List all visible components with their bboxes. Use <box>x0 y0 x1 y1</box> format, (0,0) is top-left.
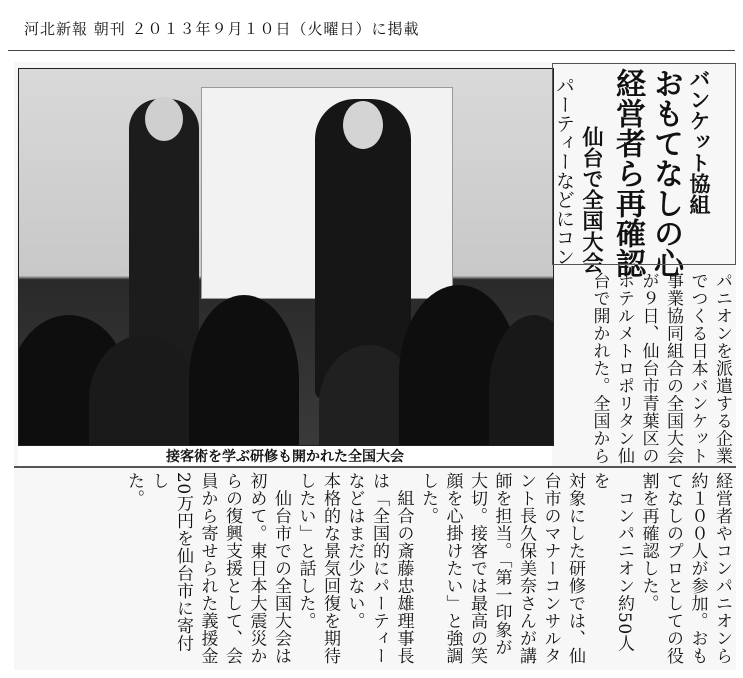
headline-sub1: 仙台で全国大会 <box>580 126 604 273</box>
text-line: 台で開かれた。全国から <box>589 272 610 465</box>
text-line: 割を再確認した。 <box>638 472 659 612</box>
text-line: は「全国的にパーティー <box>369 472 389 665</box>
text-line: 経営者やコンパニオンら <box>712 472 732 665</box>
header-divider <box>8 50 735 51</box>
text-line: 台市のマナーコンサルタ <box>540 472 561 665</box>
text-line: したい」と話した。 <box>295 472 316 630</box>
section-divider <box>14 466 736 468</box>
text-line: 顔を心掛けたい」と強調 <box>442 472 463 665</box>
text-line: などはまだ少ない。 <box>344 472 365 630</box>
text-line: てなしのプロとしての役 <box>663 472 683 665</box>
text-line: 事業協同組合の全国大会 <box>663 272 683 465</box>
text-line: ント長久保美奈さんが講 <box>516 472 536 665</box>
text-line: ホテルメトロポリタン仙 <box>614 272 634 465</box>
article-photo <box>18 68 554 446</box>
text-line: 対象にした研修では、仙 <box>565 472 585 665</box>
audience-silhouette <box>189 295 299 446</box>
headline-line2: おもてなしの心 <box>648 68 683 278</box>
text-line: コンパニオン約50人を <box>589 472 634 653</box>
headline-line1: バンケット協組 <box>687 68 711 215</box>
text-line: 仙台市での全国大会は <box>271 472 291 665</box>
newspaper-clipping <box>14 62 736 670</box>
article-body-upper <box>554 272 734 470</box>
photo-caption: 接客術を学ぶ研修も開かれた全国大会 <box>18 446 552 468</box>
source-header: 河北新報 朝刊 ２０１３年９月１０日（火曜日）に掲載 <box>24 20 420 38</box>
text-line: 20万円を仙台市に寄付し <box>148 472 193 653</box>
text-line: 大切。接客では最高の笑 <box>467 472 487 665</box>
article-body-lower <box>20 472 734 668</box>
text-line: 初めて。東日本大震災か <box>246 472 267 665</box>
text-line: 師を担当。「第一印象が <box>491 472 512 656</box>
text-line: した。 <box>418 472 438 525</box>
text-line: 約１００人が参加。おも <box>687 472 708 665</box>
headline-line3: 経営者ら再確認 <box>610 68 645 278</box>
text-line: パニオンを派遣する企業 <box>712 272 732 465</box>
text-line: 組合の斎藤忠雄理事長 <box>393 472 414 665</box>
text-line: が９日、仙台市青葉区の <box>638 272 659 465</box>
text-line: 員から寄せられた義援金 <box>197 472 218 665</box>
text-line: でつくる日本バンケット <box>687 272 708 465</box>
text-line: 本格的な景気回復を期待 <box>320 472 340 665</box>
headline-sub2: パーティーなどにコン <box>553 76 575 266</box>
text-line: た。 <box>124 472 144 507</box>
text-line: らの復興支援として、会 <box>222 472 242 665</box>
headline-frame <box>552 63 736 265</box>
